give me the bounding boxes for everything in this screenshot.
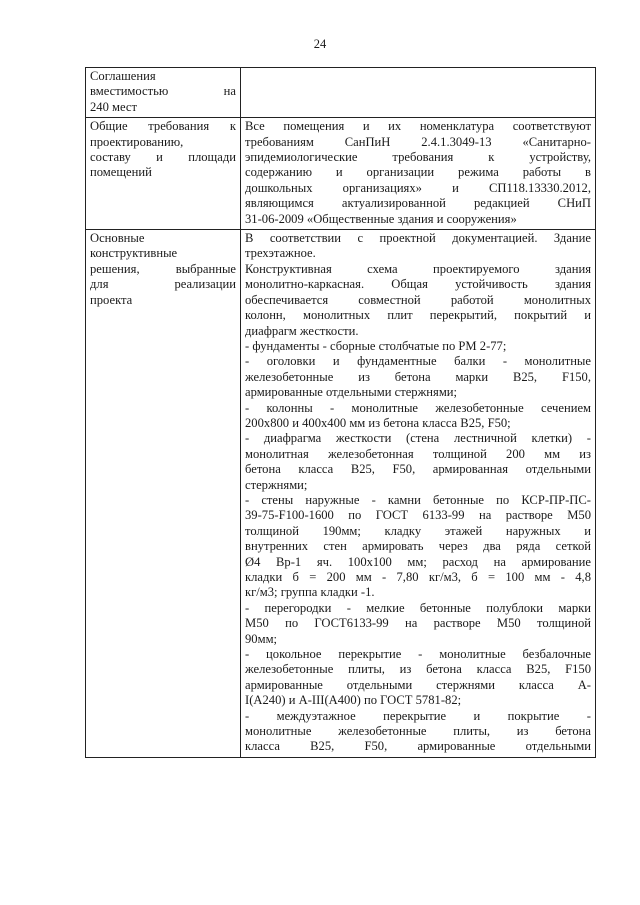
table-row — [86, 68, 596, 118]
content-line: кг/м3; группа кладки -1. — [245, 585, 375, 600]
content-line: В соответствии с проектной документацией. Здание — [245, 231, 591, 246]
content-line: требованиям СанПиН 2.4.1.3049-13 «Санитарно- — [245, 134, 591, 149]
row-content-cell — [241, 118, 596, 230]
content-line: содержанию и организации режима работы в — [245, 165, 591, 180]
content-paragraph — [245, 401, 591, 432]
content-line: колонн, монолитных плит перекрытий, покрытий и — [245, 308, 591, 323]
content-line: класса В25, F50, армированные отдельными — [245, 739, 591, 754]
content-paragraph — [245, 339, 591, 354]
content-line: армированные отдельными стержнями класса А- — [245, 677, 591, 692]
content-line: железобетонные плиты, из бетона класса В25, F150 — [245, 662, 591, 677]
requirements-table — [85, 67, 596, 758]
content-line: армированные отдельными стержнями; — [245, 385, 458, 400]
content-line: кладки б = 200 мм - 7,80 кг/м3, б = 100 мм - 4,8 — [245, 570, 591, 584]
heading-line: Соглашения — [90, 69, 156, 83]
content-paragraph — [245, 431, 591, 493]
content-line: дошкольных организациях» и СП118.13330.2012, — [245, 180, 591, 195]
heading-line: для реализации — [90, 277, 236, 292]
content-line: монолитные железобетонные плиты, из бетона — [245, 724, 591, 739]
content-line: монолитно-каркасная. Общая устойчивость здания — [245, 277, 591, 292]
content-line: бетона класса В25, F50, армированная отдельными — [245, 462, 591, 477]
row-heading-cell — [86, 68, 241, 118]
content-line: М50 по ГОСТ6133-99 на растворе М50 толщиной — [245, 616, 591, 631]
content-line: трехэтажное. — [245, 246, 316, 261]
content-line: - стены наружные - камни бетонные по КСР-ПР-ПС- — [245, 492, 591, 507]
heading-line: составу и площади — [90, 150, 236, 165]
content-paragraph — [245, 231, 591, 262]
content-line: являющимся актуализированной редакцией СНиП — [245, 196, 591, 211]
content-line: диафрагм жесткости. — [245, 323, 359, 338]
content-line: Ø4 Вр-1 яч. 100х100 мм; расход на армирование — [245, 554, 591, 569]
page-number: 24 — [313, 37, 327, 51]
heading-line: 240 мест — [90, 99, 138, 114]
content-line: эпидемиологические требования к устройству, — [245, 150, 591, 165]
content-paragraph — [245, 647, 591, 709]
heading-line: проектированию, — [90, 134, 184, 149]
content-line: - междуэтажное перекрытие и покрытие - — [245, 708, 591, 723]
content-line: - цокольное перекрытие - монолитные безбалочные — [245, 647, 591, 662]
content-line: внутренних стен армировать через два ряда сеткой — [245, 539, 591, 554]
content-line: - диафрагма жесткости (стена лестничной клетки) - — [245, 431, 591, 446]
content-paragraph — [245, 493, 591, 601]
content-paragraph — [245, 119, 591, 227]
content-line: толщиной 190мм; кладку этажей наружных и — [245, 523, 591, 538]
content-line: I(А240) и А-III(А400) по ГОСТ 5781-82; — [245, 693, 462, 708]
heading-line: Основные — [90, 231, 145, 246]
heading-line: Общие требования к — [90, 119, 236, 134]
content-line: - оголовки и фундаментные балки - монолитные — [245, 354, 591, 369]
content-line: Все помещения и их номенклатура соответствуют — [245, 119, 591, 134]
row-content-cell — [241, 68, 596, 118]
heading-line: помещений — [90, 165, 152, 180]
content-line: 31-06-2009 «Общественные здания и сооружения» — [245, 211, 517, 226]
content-line: стержнями; — [245, 477, 308, 492]
heading-line: решения, выбранные — [90, 261, 236, 276]
heading-line: конструктивные — [90, 246, 178, 261]
table-row — [86, 118, 596, 230]
content-line: - колонны - монолитные железобетонные сечением — [245, 400, 591, 415]
content-line: 90мм; — [245, 631, 278, 646]
content-paragraph — [245, 354, 591, 400]
content-line: железобетонные из бетона марки В25, F150, — [245, 369, 591, 384]
content-line: - фундаменты - сборные столбчатые по РМ 2-77; — [245, 338, 507, 353]
heading-line: вместимостью на — [90, 84, 236, 99]
row-heading-cell — [86, 230, 241, 758]
table-row — [86, 230, 596, 758]
row-content-cell — [241, 230, 596, 758]
content-line: 39-75-F100-1600 по ГОСТ 6133-99 на растворе М50 — [245, 508, 591, 523]
heading-line: проекта — [90, 292, 133, 307]
row-heading-cell — [86, 118, 241, 230]
content-line: обеспечивается совместной работой монолитных — [245, 292, 591, 307]
content-paragraph — [245, 601, 591, 647]
content-line: монолитная железобетонная толщиной 200 мм из — [245, 446, 591, 461]
content-paragraph — [245, 709, 591, 755]
content-line: Конструктивная схема проектируемого здания — [245, 261, 591, 276]
content-line: 200х800 и 400х400 мм из бетона класса В25, F50; — [245, 415, 511, 430]
content-line: - перегородки - мелкие бетонные полублоки марки — [245, 600, 591, 615]
content-paragraph — [245, 262, 591, 339]
